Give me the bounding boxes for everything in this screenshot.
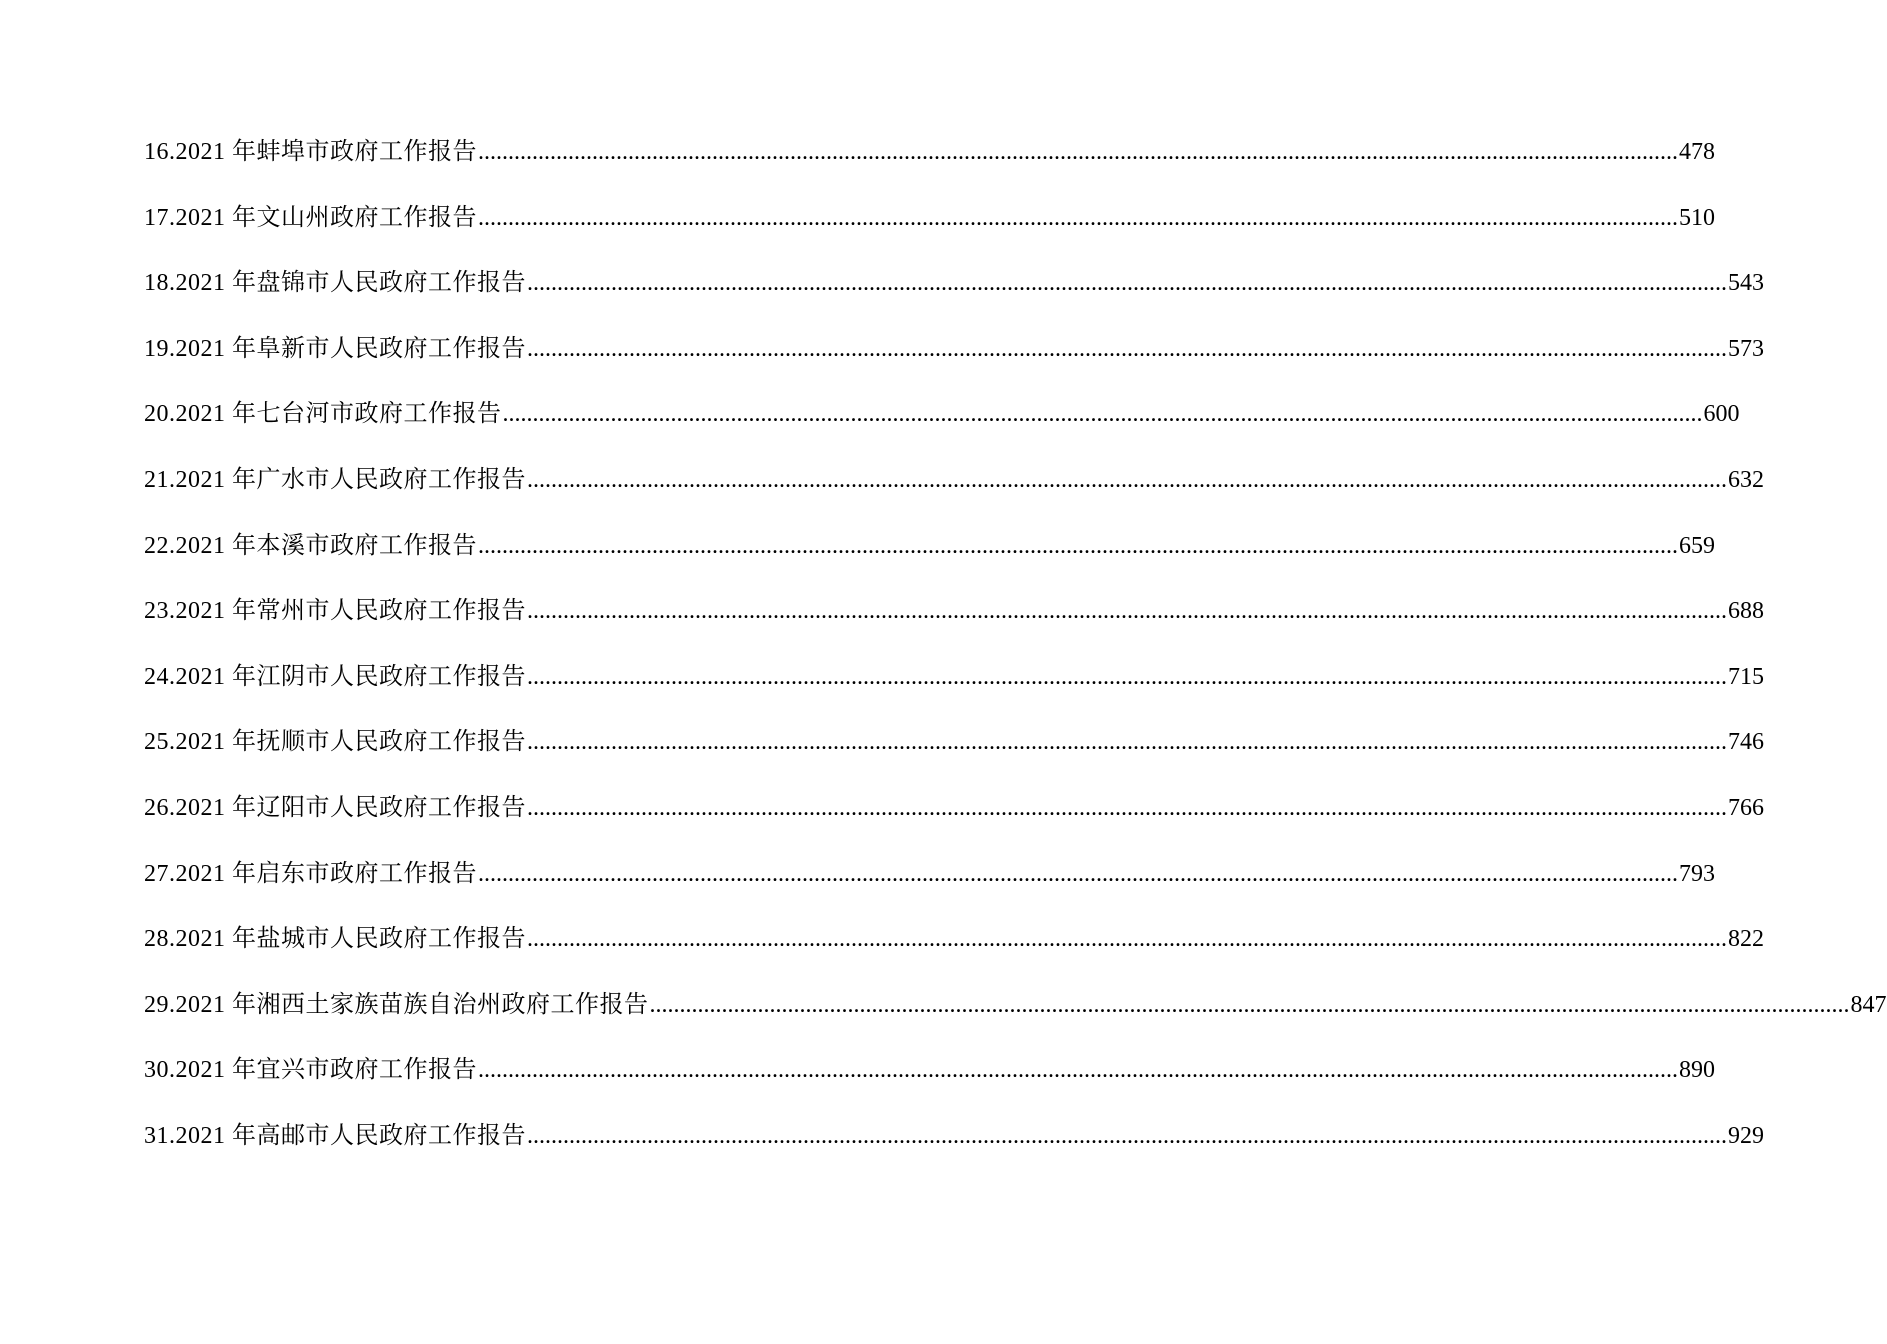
toc-dot-leader: ........................................................................................................................................................................................................ bbox=[478, 1057, 1678, 1084]
toc-entry-title: 24.2021 年江阴市人民政府工作报告 bbox=[144, 663, 526, 690]
toc-entry-page-number: 478 bbox=[1679, 139, 1715, 165]
toc-dot-leader: ........................................................................................................................................................................................................ bbox=[527, 466, 1727, 493]
toc-entry-title: 20.2021 年七台河市政府工作报告 bbox=[144, 401, 502, 428]
toc-entry-title: 23.2021 年常州市人民政府工作报告 bbox=[144, 598, 526, 625]
toc-entry-page-number: 746 bbox=[1728, 729, 1764, 756]
toc-entry[interactable] bbox=[144, 720, 1764, 786]
toc-entry[interactable] bbox=[144, 917, 1764, 983]
toc-entry[interactable] bbox=[144, 1048, 1715, 1114]
toc-dot-leader: ........................................................................................................................................................................................................ bbox=[527, 1122, 1727, 1149]
toc-entry[interactable] bbox=[144, 392, 1740, 458]
toc-entry-title: 27.2021 年启东市政府工作报告 bbox=[144, 860, 477, 887]
toc-dot-leader: ........................................................................................................................................................................................................ bbox=[478, 532, 1678, 559]
toc-entry-page-number: 510 bbox=[1679, 204, 1715, 231]
toc-entry-title: 28.2021 年盐城市人民政府工作报告 bbox=[144, 926, 526, 953]
toc-dot-leader: ........................................................................................................................................................................................................ bbox=[478, 860, 1678, 887]
toc-entry-title: 21.2021 年广水市人民政府工作报告 bbox=[144, 466, 526, 493]
toc-entry[interactable] bbox=[144, 983, 1887, 1049]
toc-entry-page-number: 890 bbox=[1679, 1057, 1715, 1084]
toc-entry[interactable] bbox=[144, 1114, 1764, 1180]
toc-dot-leader: ........................................................................................................................................................................................................ bbox=[527, 663, 1727, 690]
toc-entry-page-number: 632 bbox=[1728, 466, 1764, 493]
toc-dot-leader: ........................................................................................................................................................................................................ bbox=[527, 270, 1727, 297]
toc-dot-leader: ........................................................................................................................................................................................................ bbox=[527, 598, 1727, 625]
toc-entry[interactable] bbox=[144, 655, 1764, 721]
toc-dot-leader: ........................................................................................................................................................................................................ bbox=[649, 991, 1850, 1018]
toc-dot-leader: ........................................................................................................................................................................................................ bbox=[527, 926, 1727, 953]
toc-entry-title: 26.2021 年辽阳市人民政府工作报告 bbox=[144, 794, 526, 821]
toc-entry-title: 18.2021 年盘锦市人民政府工作报告 bbox=[144, 270, 526, 297]
toc-entry-page-number: 600 bbox=[1703, 401, 1740, 428]
toc-dot-leader: ........................................................................................................................................................................................................ bbox=[478, 139, 1678, 165]
toc-entry-title: 30.2021 年宜兴市政府工作报告 bbox=[144, 1057, 477, 1084]
toc-entry-page-number: 573 bbox=[1728, 335, 1764, 362]
toc-entry-title: 31.2021 年高邮市人民政府工作报告 bbox=[144, 1122, 526, 1149]
toc-entry-page-number: 659 bbox=[1679, 532, 1715, 559]
table-of-contents bbox=[144, 130, 1887, 1180]
toc-entry-page-number: 793 bbox=[1679, 860, 1715, 887]
toc-entry-page-number: 929 bbox=[1728, 1122, 1764, 1149]
toc-entry-title: 16.2021 年蚌埠市政府工作报告 bbox=[144, 139, 477, 165]
toc-entry-page-number: 847 bbox=[1850, 991, 1887, 1018]
toc-dot-leader: ........................................................................................................................................................................................................ bbox=[502, 401, 1703, 428]
toc-entry-page-number: 688 bbox=[1728, 598, 1764, 625]
toc-dot-leader: ........................................................................................................................................................................................................ bbox=[527, 729, 1727, 756]
toc-entry[interactable] bbox=[144, 524, 1715, 590]
toc-dot-leader: ........................................................................................................................................................................................................ bbox=[478, 204, 1678, 231]
toc-entry-title: 17.2021 年文山州政府工作报告 bbox=[144, 204, 477, 231]
toc-entry[interactable] bbox=[144, 196, 1715, 262]
toc-entry[interactable] bbox=[144, 458, 1764, 524]
toc-entry[interactable] bbox=[144, 327, 1764, 393]
toc-entry-title: 25.2021 年抚顺市人民政府工作报告 bbox=[144, 729, 526, 756]
toc-entry[interactable] bbox=[144, 589, 1764, 655]
toc-entry-page-number: 715 bbox=[1728, 663, 1764, 690]
toc-entry-title: 19.2021 年阜新市人民政府工作报告 bbox=[144, 335, 526, 362]
toc-entry[interactable] bbox=[144, 130, 1715, 196]
toc-entry[interactable] bbox=[144, 261, 1764, 327]
toc-entry-title: 29.2021 年湘西土家族苗族自治州政府工作报告 bbox=[144, 991, 649, 1018]
toc-dot-leader: ........................................................................................................................................................................................................ bbox=[527, 335, 1727, 362]
toc-entry[interactable] bbox=[144, 786, 1764, 852]
toc-entry-title: 22.2021 年本溪市政府工作报告 bbox=[144, 532, 477, 559]
toc-entry[interactable] bbox=[144, 852, 1715, 918]
toc-entry-page-number: 766 bbox=[1728, 794, 1764, 821]
toc-entry-page-number: 822 bbox=[1728, 926, 1764, 953]
toc-dot-leader: ........................................................................................................................................................................................................ bbox=[527, 794, 1727, 821]
toc-entry-page-number: 543 bbox=[1728, 270, 1764, 297]
